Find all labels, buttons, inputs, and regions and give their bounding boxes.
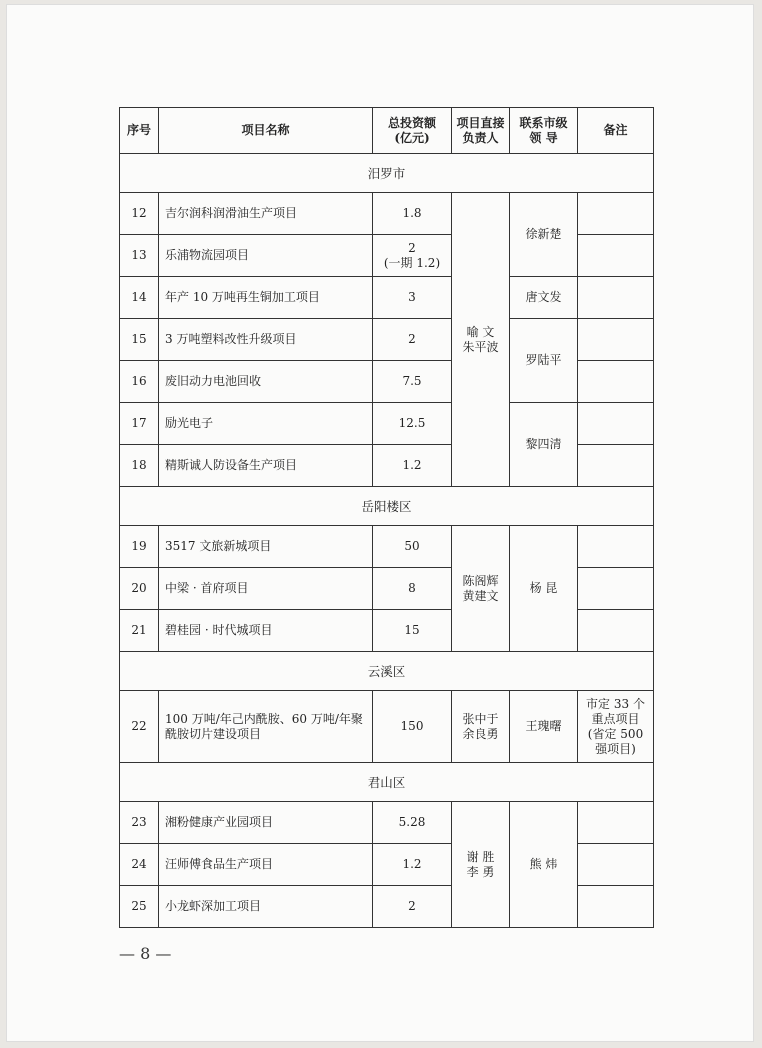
- row-owner: 陈阁辉 黄建文: [452, 526, 510, 652]
- document-page: [6, 4, 754, 1042]
- row-name: 碧桂园 · 时代城项目: [159, 610, 373, 652]
- row-name: 100 万吨/年己内酰胺、60 万吨/年聚 酰胺切片建设项目: [159, 691, 373, 763]
- project-table: [119, 107, 654, 928]
- table-row: [120, 403, 654, 445]
- row-leader: 罗陆平: [510, 319, 578, 403]
- row-note: [578, 277, 654, 319]
- row-seq: 16: [120, 361, 159, 403]
- row-seq: 14: [120, 277, 159, 319]
- row-seq: 25: [120, 886, 159, 928]
- row-invest: 50: [373, 526, 452, 568]
- section-title: 汨罗市: [120, 154, 654, 193]
- row-invest: 2: [373, 886, 452, 928]
- row-name: 小龙虾深加工项目: [159, 886, 373, 928]
- header-invest: 总投资额 (亿元): [373, 108, 452, 154]
- row-invest: 5.28: [373, 802, 452, 844]
- row-invest: 3: [373, 277, 452, 319]
- row-invest: 2: [373, 319, 452, 361]
- section-title: 岳阳楼区: [120, 487, 654, 526]
- table-row: [120, 319, 654, 361]
- row-invest: 1.8: [373, 193, 452, 235]
- row-note: 市定 33 个 重点项目 (省定 500 强项目): [578, 691, 654, 763]
- row-note: [578, 235, 654, 277]
- row-name: 3 万吨塑料改性升级项目: [159, 319, 373, 361]
- header-name: 项目名称: [159, 108, 373, 154]
- row-owner: 喻 文 朱平波: [452, 193, 510, 487]
- row-owner: 张中于 余良勇: [452, 691, 510, 763]
- table-row: [120, 691, 654, 763]
- row-seq: 17: [120, 403, 159, 445]
- section-row: [120, 154, 654, 193]
- row-note: [578, 610, 654, 652]
- row-note: [578, 526, 654, 568]
- row-note: [578, 193, 654, 235]
- row-note: [578, 886, 654, 928]
- row-leader: 杨 昆: [510, 526, 578, 652]
- row-name: 精斯诚人防设备生产项目: [159, 445, 373, 487]
- row-name: 励光电子: [159, 403, 373, 445]
- header-seq: 序号: [120, 108, 159, 154]
- row-invest: 12.5: [373, 403, 452, 445]
- section-title: 君山区: [120, 763, 654, 802]
- row-invest: 2 (一期 1.2): [373, 235, 452, 277]
- row-leader: 黎四清: [510, 403, 578, 487]
- row-name: 湘粉健康产业园项目: [159, 802, 373, 844]
- row-name: 年产 10 万吨再生铜加工项目: [159, 277, 373, 319]
- row-note: [578, 445, 654, 487]
- page-number: — 8 —: [119, 944, 172, 963]
- row-note: [578, 844, 654, 886]
- row-leader: 徐新楚: [510, 193, 578, 277]
- row-seq: 18: [120, 445, 159, 487]
- section-row: [120, 652, 654, 691]
- table-row: [120, 277, 654, 319]
- row-name: 汪师傅食品生产项目: [159, 844, 373, 886]
- header-owner: 项目直接 负责人: [452, 108, 510, 154]
- table-row: [120, 193, 654, 235]
- row-note: [578, 319, 654, 361]
- table-row: [120, 526, 654, 568]
- row-seq: 23: [120, 802, 159, 844]
- row-seq: 19: [120, 526, 159, 568]
- row-leader: 王瑰曙: [510, 691, 578, 763]
- header-leader: 联系市级 领 导: [510, 108, 578, 154]
- row-seq: 12: [120, 193, 159, 235]
- row-name: 吉尔润科润滑油生产项目: [159, 193, 373, 235]
- row-invest: 15: [373, 610, 452, 652]
- row-seq: 22: [120, 691, 159, 763]
- row-name: 中梁 · 首府项目: [159, 568, 373, 610]
- row-invest: 150: [373, 691, 452, 763]
- row-seq: 13: [120, 235, 159, 277]
- row-leader: 熊 炜: [510, 802, 578, 928]
- row-invest: 8: [373, 568, 452, 610]
- table-header-row: [120, 108, 654, 154]
- row-note: [578, 403, 654, 445]
- row-name: 3517 文旅新城项目: [159, 526, 373, 568]
- section-row: [120, 763, 654, 802]
- row-note: [578, 802, 654, 844]
- row-seq: 21: [120, 610, 159, 652]
- section-title: 云溪区: [120, 652, 654, 691]
- row-note: [578, 568, 654, 610]
- section-row: [120, 487, 654, 526]
- row-owner: 谢 胜 李 勇: [452, 802, 510, 928]
- table-row: [120, 802, 654, 844]
- row-invest: 1.2: [373, 445, 452, 487]
- row-leader: 唐文发: [510, 277, 578, 319]
- row-name: 乐浦物流园项目: [159, 235, 373, 277]
- row-name: 废旧动力电池回收: [159, 361, 373, 403]
- row-invest: 7.5: [373, 361, 452, 403]
- header-note: 备注: [578, 108, 654, 154]
- row-seq: 24: [120, 844, 159, 886]
- row-seq: 20: [120, 568, 159, 610]
- row-seq: 15: [120, 319, 159, 361]
- row-invest: 1.2: [373, 844, 452, 886]
- row-note: [578, 361, 654, 403]
